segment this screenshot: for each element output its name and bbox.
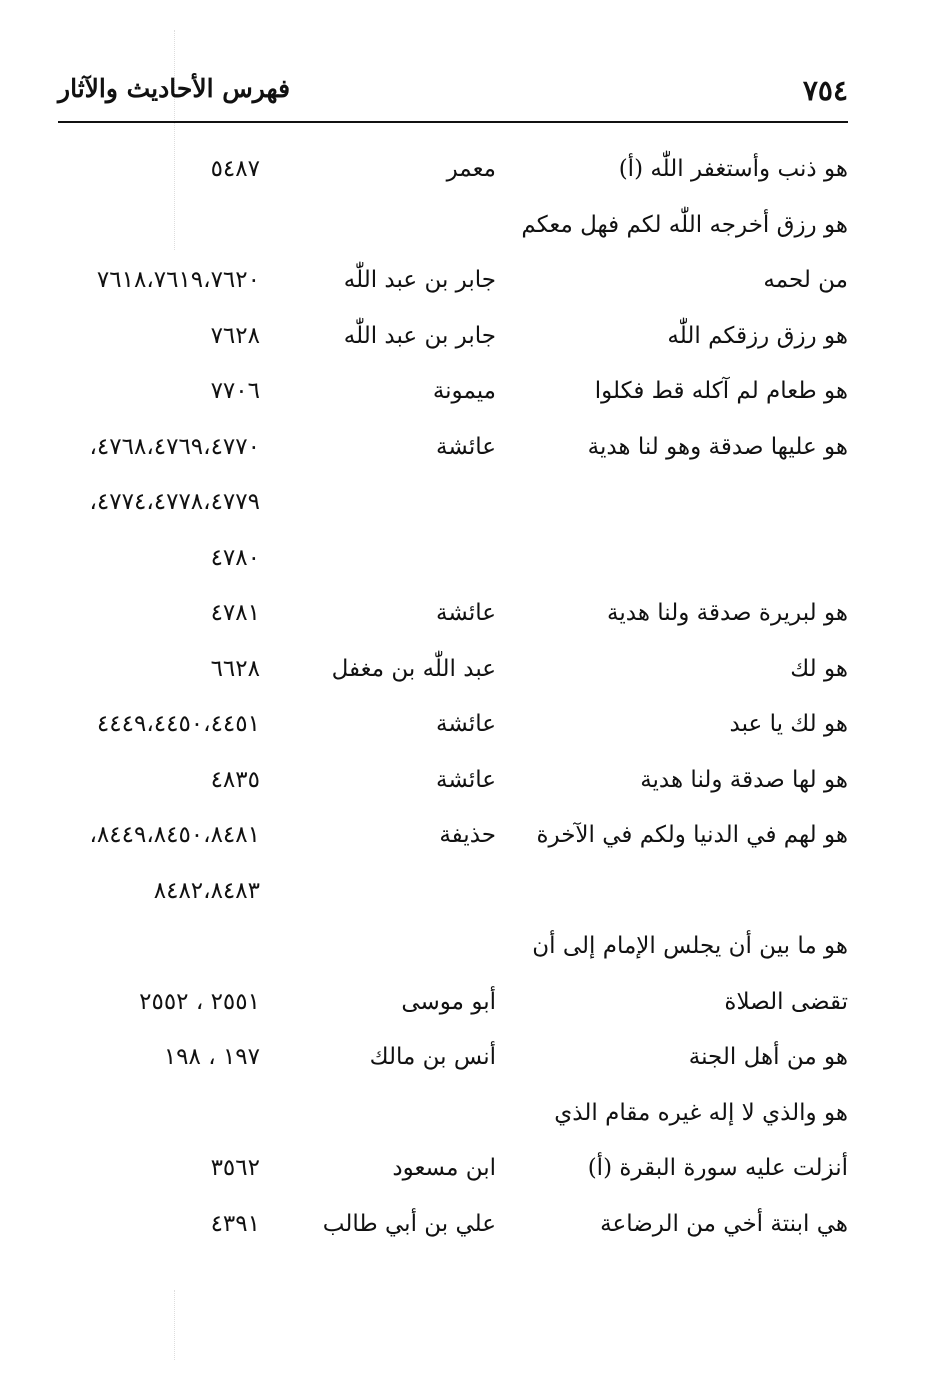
index-row <box>0 644 932 700</box>
index-row <box>0 977 932 1033</box>
hadith-text: هو رزق رزقكم اللّٰه <box>667 322 848 349</box>
hadith-text: هو والذي لا إله غيره مقام الذي <box>554 1099 848 1126</box>
hadith-text: هو ما بين أن يجلس الإمام إلى أن <box>532 933 848 959</box>
index-row <box>0 144 932 200</box>
index-row <box>0 311 932 367</box>
index-row <box>0 1088 932 1144</box>
index-row <box>0 366 932 422</box>
hadith-text: هو لك يا عبد <box>729 711 848 737</box>
hadith-text: هو عليها صدقة وهو لنا هدية <box>587 433 848 460</box>
hadith-numbers: ٤٧٧٤،٤٧٧٨،٤٧٧٩، <box>89 489 260 515</box>
hadith-text: هو من أهل الجنة <box>688 1044 848 1070</box>
index-row <box>0 422 932 478</box>
hadith-text: هو لها صدقة ولنا هدية <box>640 766 848 793</box>
hadith-numbers: ٥٤٨٧ <box>210 156 260 182</box>
index-row <box>0 1032 932 1088</box>
narrator: عائشة <box>436 600 496 626</box>
index-row <box>0 588 932 644</box>
hadith-numbers: ٢٥٥١ ، ٢٥٥٢ <box>139 988 260 1015</box>
hadith-numbers: ٤٧٨٠ <box>210 544 260 571</box>
page-header <box>58 66 848 118</box>
narrator: حذيفة <box>439 822 496 848</box>
hadith-text: هو رزق أخرجه اللّٰه لكم فهل معكم <box>521 211 848 238</box>
narrator: عائشة <box>436 766 496 793</box>
hadith-numbers: ٤٣٩١ <box>210 1210 260 1237</box>
narrator: عبد اللّٰه بن مغفل <box>331 655 496 682</box>
narrator: علي بن أبي طالب <box>322 1210 496 1237</box>
index-row <box>0 699 932 755</box>
index-row <box>0 255 932 311</box>
hadith-numbers: ٤٤٤٩،٤٤٥٠،٤٤٥١ <box>96 711 260 737</box>
hadith-numbers: ٨٤٨٢،٨٤٨٣ <box>153 877 260 904</box>
narrator: أنس بن مالك <box>369 1044 496 1070</box>
narrator: أبو موسى <box>401 988 496 1015</box>
index-row <box>0 1143 932 1199</box>
hadith-text: هو ذنب وأستغفر اللّٰه (أ) <box>618 156 848 182</box>
hadith-text: هو لهم في الدنيا ولكم في الآخرة <box>536 822 848 848</box>
hadith-numbers: ٧٦٢٨ <box>210 322 260 349</box>
narrator: عائشة <box>436 433 496 460</box>
hadith-numbers: ٧٦١٨،٧٦١٩،٧٦٢٠ <box>96 267 260 293</box>
narrator: جابر بن عبد اللّٰه <box>343 322 496 349</box>
hadith-text: هي ابنتة أخي من الرضاعة <box>600 1210 848 1237</box>
index-row <box>0 921 932 977</box>
index-row <box>0 810 932 866</box>
hadith-text: من لحمه <box>763 267 848 293</box>
index-row <box>0 866 932 922</box>
page-number: ٧٥٤ <box>802 74 848 107</box>
hadith-numbers: ٧٧٠٦ <box>210 378 260 404</box>
index-row <box>0 477 932 533</box>
index-row <box>0 533 932 589</box>
hadith-text: هو لك <box>790 655 848 682</box>
hadith-numbers: ٦٦٢٨ <box>210 655 260 682</box>
index-row <box>0 1199 932 1255</box>
narrator: ميمونة <box>432 378 496 404</box>
narrator: جابر بن عبد اللّٰه <box>343 267 496 293</box>
header-title: فهرس الأحاديث والآثار <box>58 74 291 103</box>
hadith-text: هو لبريرة صدقة ولنا هدية <box>607 600 848 626</box>
narrator: ابن مسعود <box>392 1155 496 1181</box>
hadith-numbers: ٤٨٣٥ <box>210 766 260 793</box>
hadith-numbers: ٤٧٦٨،٤٧٦٩،٤٧٧٠، <box>89 433 260 460</box>
hadith-text: هو طعام لم آكله قط فكلوا <box>594 378 848 404</box>
index-row <box>0 755 932 811</box>
hadith-numbers: ٣٥٦٢ <box>210 1155 260 1181</box>
hadith-numbers: ٤٧٨١ <box>210 600 260 626</box>
narrator: عائشة <box>436 711 496 737</box>
hadith-text: تقضى الصلاة <box>724 988 848 1015</box>
hadith-numbers: ١٩٧ ، ١٩٨ <box>163 1044 260 1070</box>
header-rule <box>58 121 848 123</box>
index-table <box>0 144 932 1254</box>
narrator: معمر <box>446 156 496 182</box>
scan-guide-line <box>174 1290 175 1360</box>
hadith-numbers: ٨٤٤٩،٨٤٥٠،٨٤٨١، <box>89 822 260 848</box>
hadith-text: أنزلت عليه سورة البقرة (أ) <box>587 1155 848 1181</box>
index-row <box>0 200 932 256</box>
